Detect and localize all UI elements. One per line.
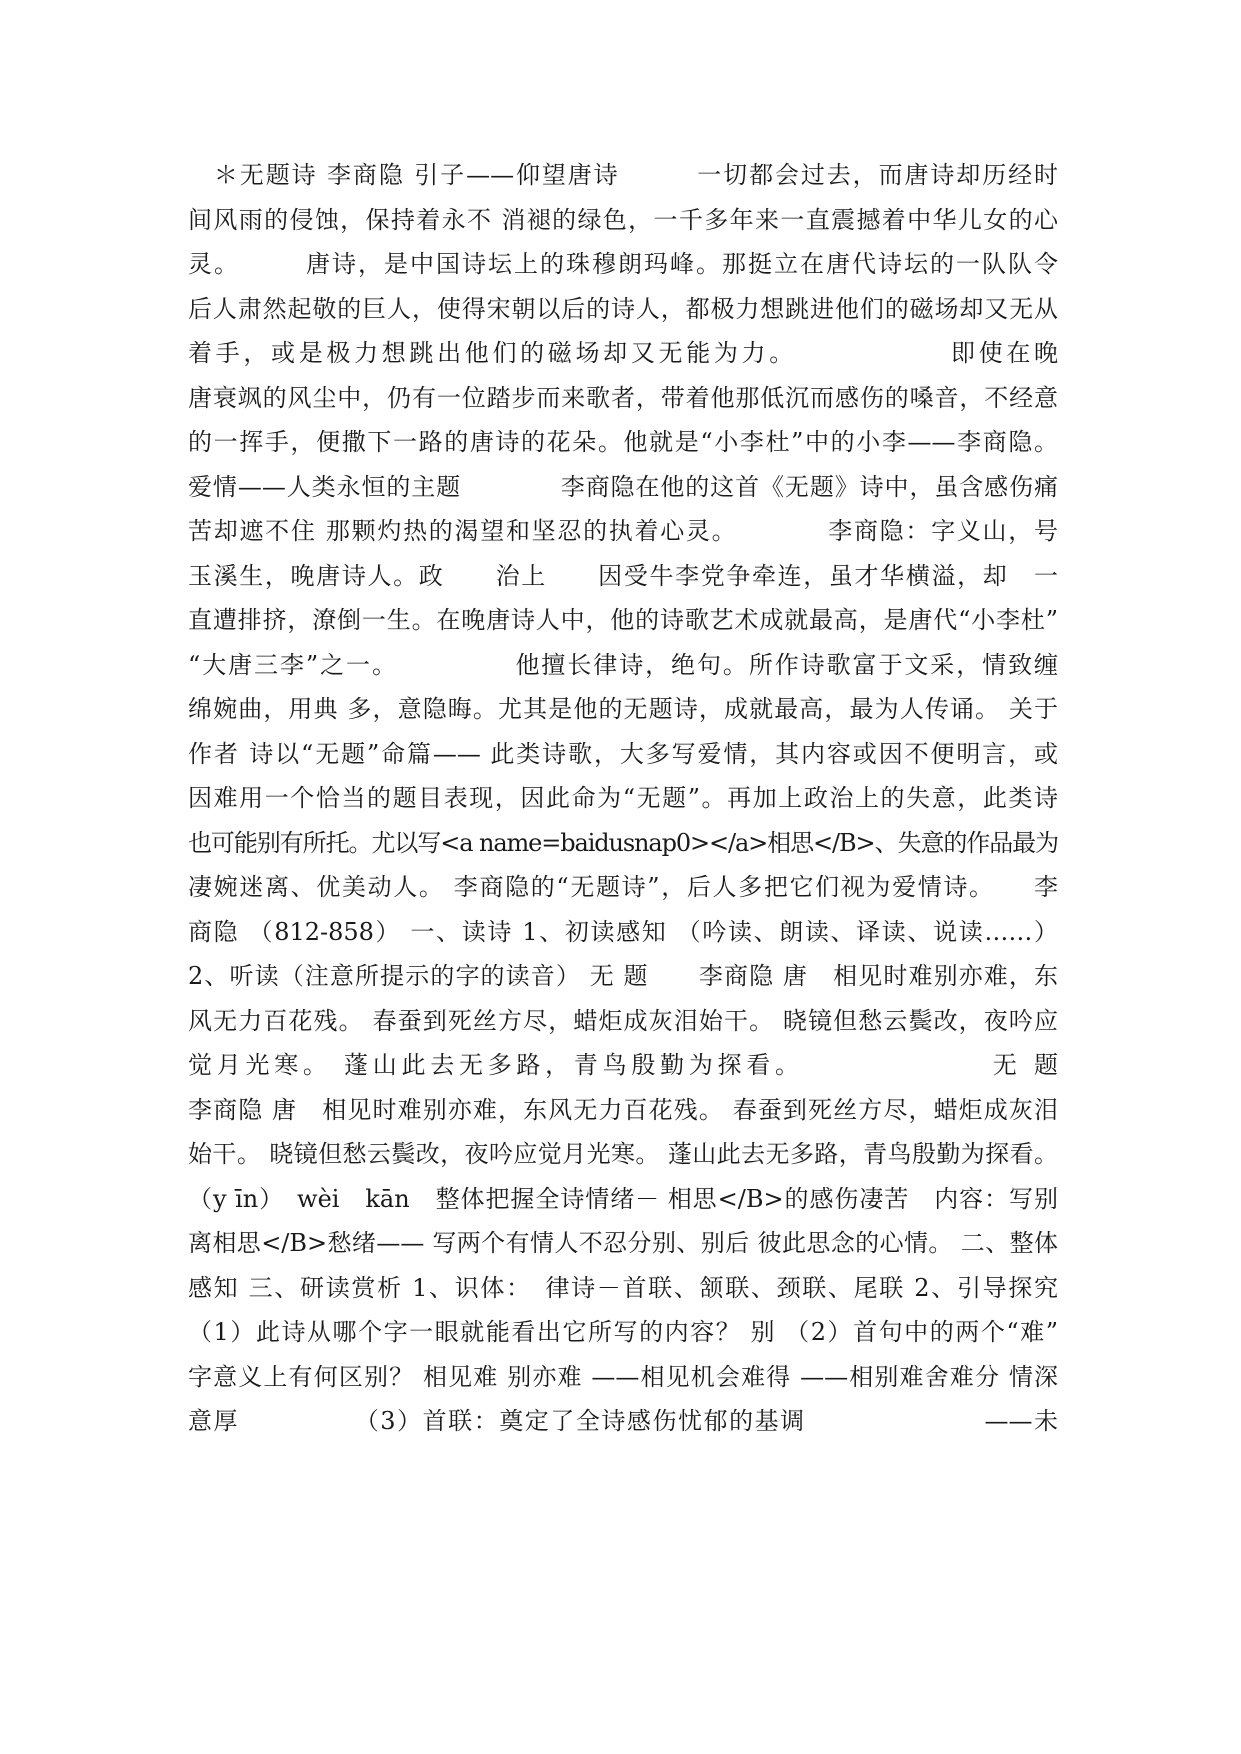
text-line: 唐衰飒的风尘中，仍有一位踏步而来歌者，带着他那低沉而感伤的嗓音，不经意 bbox=[188, 383, 1058, 412]
text-line: 作者 诗以“无题”命篇—— 此类诗歌，大多写爱情，其内容或因不便明言，或 bbox=[188, 739, 1058, 768]
text-line: 着手，或是极力想跳出他们的磁场却又无能为力。 即使在晚 bbox=[188, 339, 1058, 367]
text-line: 绵婉曲，用典 多，意隐晦。尤其是他的无题诗，成就最高，最为人传诵。 关于 bbox=[188, 695, 1058, 723]
text-line: “大唐三李”之一。 他擅长律诗，绝句。所作诗歌富于文采，情致缠 bbox=[188, 650, 1058, 679]
text-line: 风无力百花残。 春蚕到死丝方尽，蜡炬成灰泪始干。 晓镜但愁云鬓改，夜吟应 bbox=[188, 1006, 1058, 1035]
text-line: 因难用一个恰当的题目表现，因此命为“无题”。再加上政治上的失意，此类诗 bbox=[188, 784, 1058, 812]
text-line: 间风雨的侵蚀，保持着永不 消褪的绿色，一千多年来一直震撼着中华儿女的心 bbox=[188, 205, 1058, 234]
text-line: 直遭排挤，潦倒一生。在晚唐诗人中，他的诗歌艺术成就最高，是唐代“小李杜” bbox=[188, 606, 1058, 634]
text-line: 始干。 晓镜但愁云鬓改，夜吟应觉月光寒。 蓬山此去无多路，青鸟殷勤为探看。 bbox=[188, 1140, 1058, 1168]
text-line: 字意义上有何区别？ 相见难 别亦难 ——相见机会难得 ——相别难舍难分 情深 bbox=[188, 1362, 1058, 1391]
text-line: 觉月光寒。 蓬山此去无多路，青鸟殷勤为探看。 无 题 bbox=[188, 1051, 1058, 1079]
text-line: 商隐 （812-858） 一、读诗 1、初读感知 （吟读、朗读、译读、说读……） bbox=[188, 917, 1058, 946]
text-line: 意厚 （3）首联：奠定了全诗感伤忧郁的基调 ——未 bbox=[188, 1407, 1058, 1435]
text-line: 李商隐 唐 相见时难别亦难，东风无力百花残。 春蚕到死丝方尽，蜡炬成灰泪 bbox=[188, 1095, 1058, 1124]
text-line: 的一挥手，便撒下一路的唐诗的花朵。他就是“小李杜”中的小李——李商隐。 bbox=[188, 428, 1058, 456]
text-line: 2、听读（注意所提示的字的读音） 无 题 李商隐 唐 相见时难别亦难，东 bbox=[188, 962, 1058, 990]
text-line: 凄婉迷离、优美动人。 李商隐的“无题诗”，后人多把它们视为爱情诗。 李 bbox=[188, 873, 1058, 901]
document-body bbox=[188, 153, 1058, 1444]
text-line: 爱情——人类永恒的主题 李商隐在他的这首《无题》诗中，虽含感伤痛 bbox=[188, 472, 1058, 501]
text-line: 苦却遮不住 那颗灼热的渴望和坚忍的执着心灵。 李商隐：字义山，号 bbox=[188, 517, 1058, 545]
text-line: （1）此诗从哪个字一眼就能看出它所写的内容？ 别 （2）首句中的两个“难” bbox=[188, 1318, 1058, 1346]
text-line: 灵。 唐诗，是中国诗坛上的珠穆朗玛峰。那挺立在唐代诗坛的一队队令 bbox=[188, 250, 1058, 278]
text-line: 感知 三、研读赏析 1、识体： 律诗－首联、颔联、颈联、尾联 2、引导探究 bbox=[188, 1273, 1058, 1302]
text-line: 玉溪生，晚唐诗人。政 治上 因受牛李党争牵连，虽才华横溢，却 一 bbox=[188, 561, 1058, 590]
text-line: （y īn） wèi kān 整体把握全诗情绪－ 相思</B>的感伤凄苦 内容：写别 bbox=[188, 1184, 1058, 1213]
text-line: 也可能别有所托。尤以写<a name=baidusnap0></a>相思</B>、失意的作品最为 bbox=[188, 828, 1058, 857]
text-line: 后人肃然起敬的巨人，使得宋朝以后的诗人，都极力想跳进他们的磁场却又无从 bbox=[188, 294, 1058, 323]
text-line: 离相思</B>愁绪—— 写两个有情人不忍分别、别后 彼此思念的心情。 二、整体 bbox=[188, 1229, 1058, 1257]
text-line: ＊无题诗 李商隐 引子——仰望唐诗 一切都会过去，而唐诗却历经时 bbox=[188, 161, 1058, 189]
